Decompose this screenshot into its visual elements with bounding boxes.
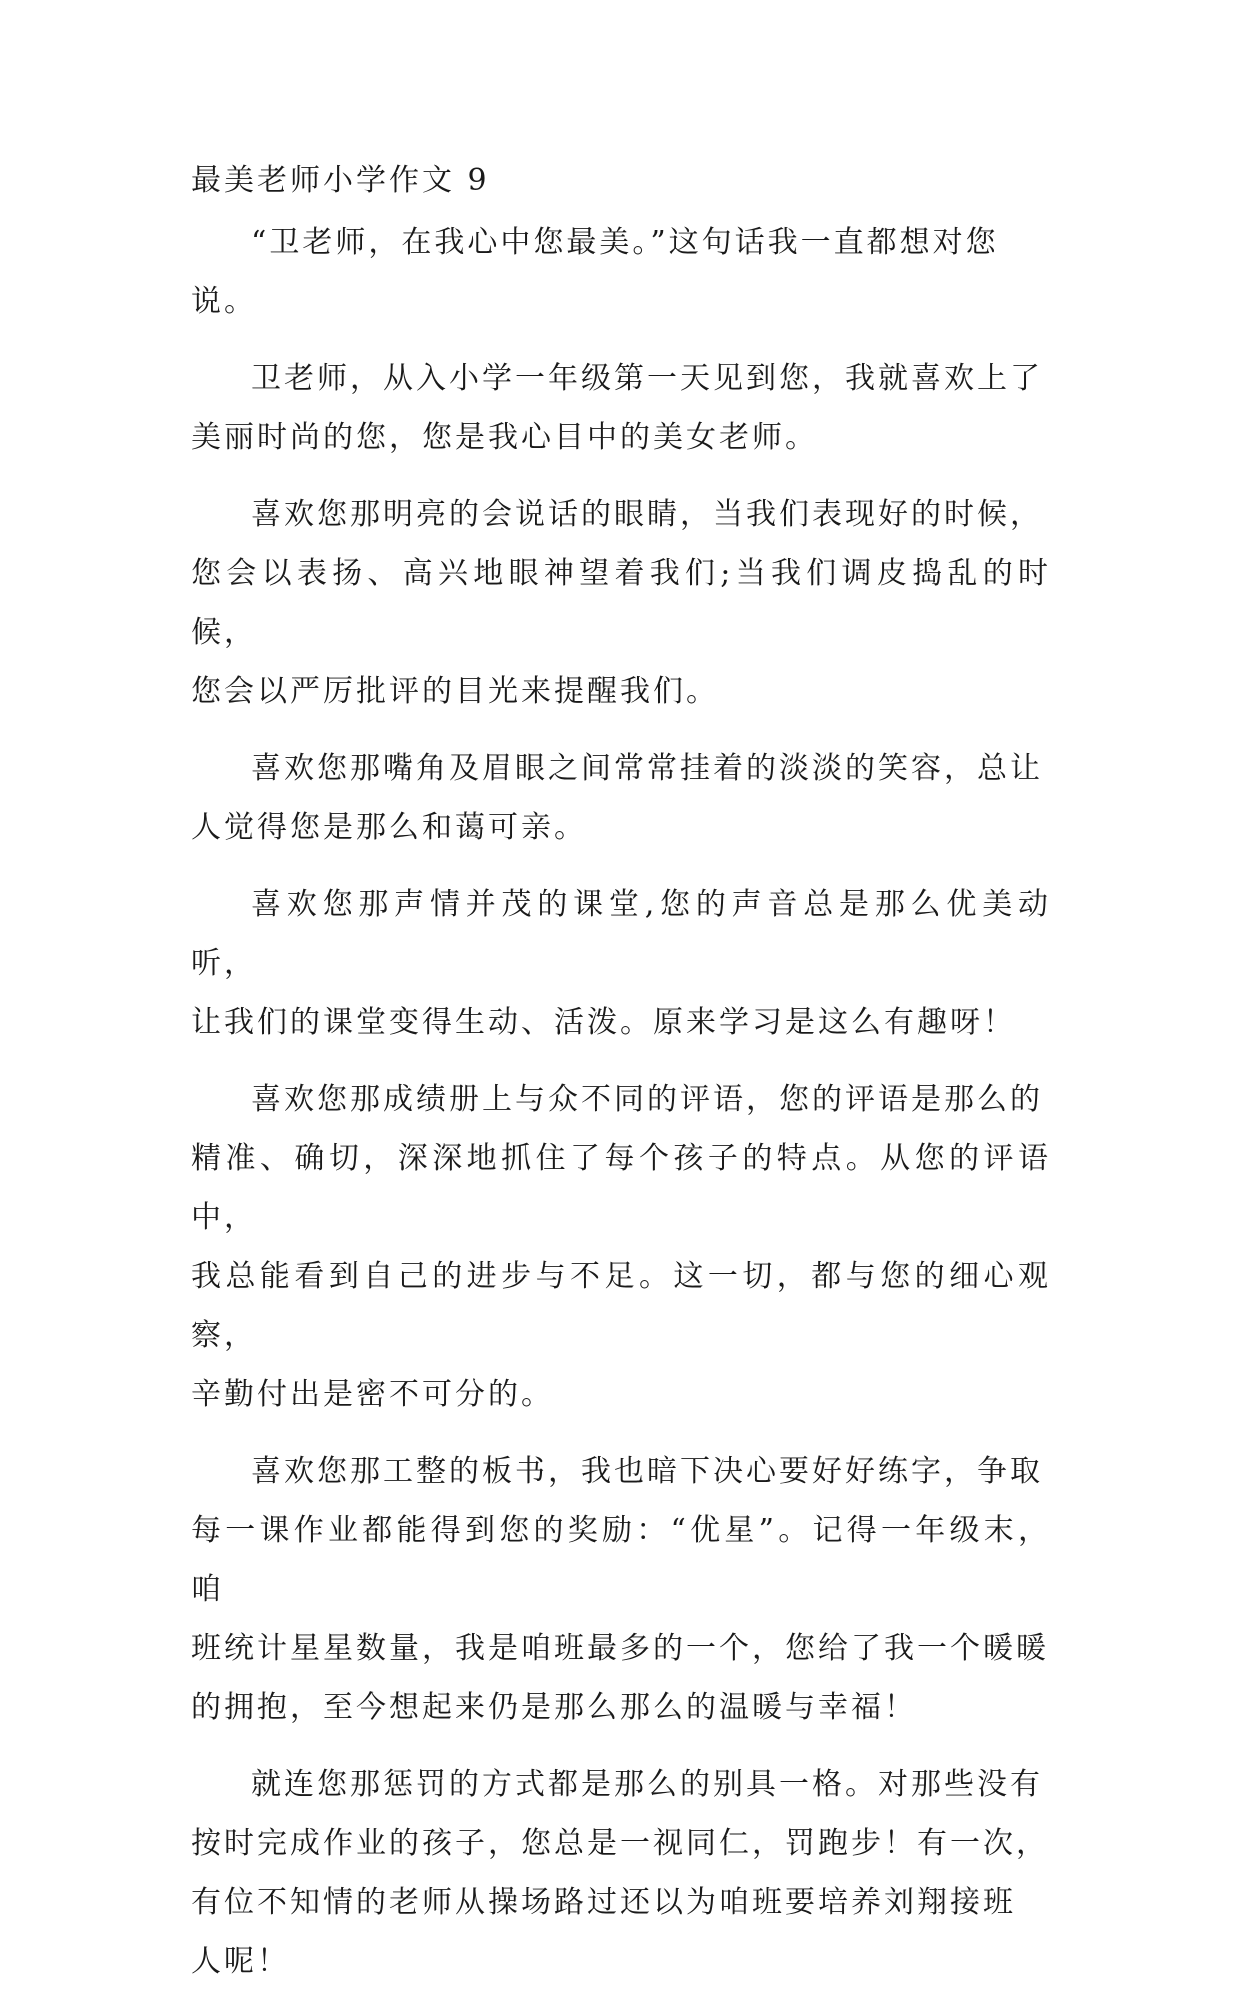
paragraph: 喜欢您那工整的板书，我也暗下决心要好好练字，争取 每一课作业都能得到您的奖励：“优星”。记得一年级末，咱 班统计星星数量，我是咱班最多的一个，您给了我一个暖暖 的拥抱，至今想起来仍是那么那么的温暖与幸福！ [191,1454,1051,1725]
paragraph: 喜欢您那成绩册上与众不同的评语，您的评语是那么的 精准、确切，深深地抓住了每个孩子的特点。从您的评语中， 我总能看到自己的进步与不足。这一切，都与您的细心观察， 辛勤付出是密不可分的。 [191,1082,1051,1412]
paragraph: 喜欢您那嘴角及眉眼之间常常挂着的淡淡的笑容，总让 人觉得您是那么和蔼可亲。 [191,751,1043,845]
paragraph: “卫老师，在我心中您最美。”这句话我一直都想对您 说。 [191,225,999,319]
paragraph: 喜欢您那声情并茂的课堂,您的声音总是那么优美动听， 让我们的课堂变得生动、活泼。原来学习是这么有趣呀！ [191,887,1051,1040]
paragraph: 喜欢您那明亮的会说话的眼睛，当我们表现好的时候， 您会以表扬、高兴地眼神望着我们;当我们调皮捣乱的时候， 您会以严厉批评的目光来提醒我们。 [191,497,1051,709]
paragraph: 卫老师，从入小学一年级第一天见到您，我就喜欢上了 美丽时尚的您，您是我心目中的美女老师。 [191,361,1043,455]
document-title: 最美老师小学作文 9 [191,163,490,198]
document-body [191,160,1051,2009]
paragraph: 就连您那惩罚的方式都是那么的别具一格。对那些没有 按时完成作业的孩子，您总是一视同仁，罚跑步！有一次， 有位不知情的老师从操场路过还以为咱班要培养刘翔接班 人呢！ [191,1767,1049,1979]
